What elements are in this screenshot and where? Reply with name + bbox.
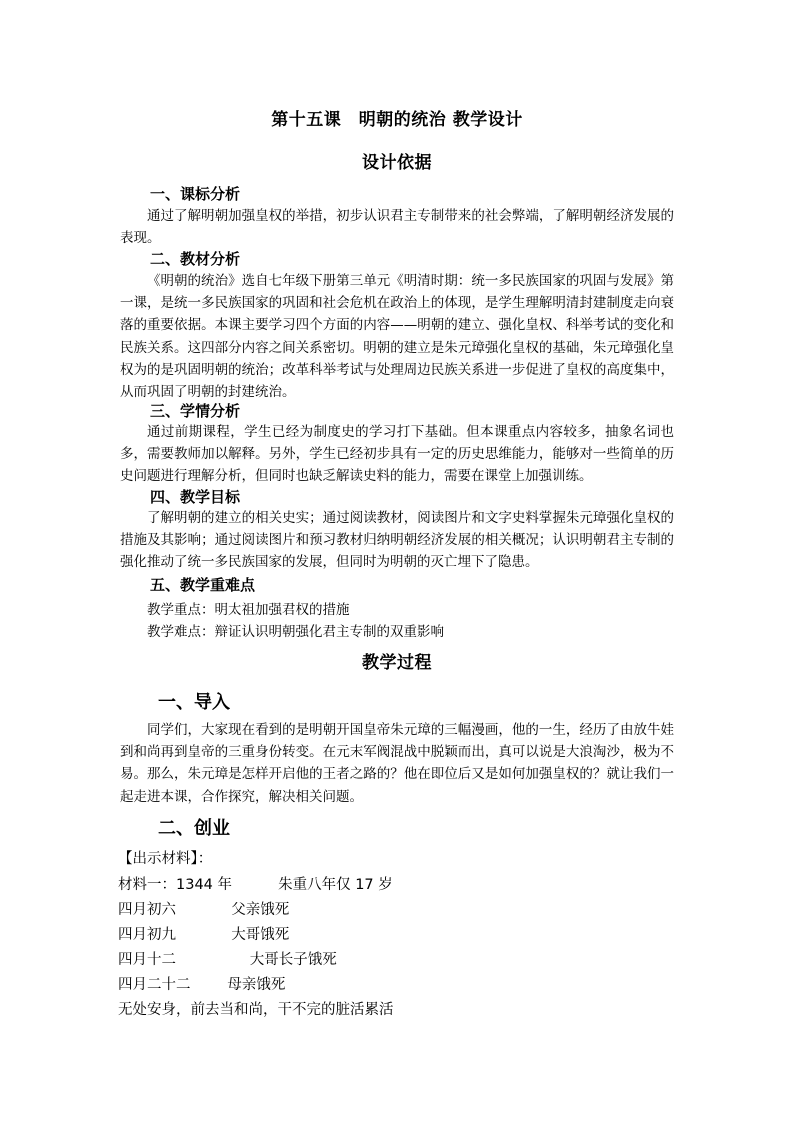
key-point-line: 教学重点：明太祖加强君权的措施 (147, 602, 350, 618)
material-line: 四月初六 父亲饿死 (118, 902, 290, 918)
paragraph-intro: 同学们，大家现在看到的是明朝开国皇帝朱元璋的三幅漫画，他的一生，经历了由放牛娃到和尚再到皇帝的三重身份转变。在元末军阀混战中脱颖而出，真可以说是大浪淘沙，极为不易。那么，朱元璋是怎样开启他的王者之路的？他在即位后又是如何加强皇权的？就让我们一起走进本课，合作探究，解决相关问题。 (120, 722, 674, 805)
material-line: 四月初九 大哥饿死 (118, 927, 290, 943)
material-line: 四月十二 大哥长子饿死 (118, 952, 337, 968)
paragraph-objectives: 了解明朝的建立的相关史实；通过阅读教材，阅读图片和文字史料掌握朱元璋强化皇权的措施及其影响；通过阅读图片和预习教材归纳明朝经济发展的相关概况；认识明朝君主专制的强化推动了统一多民族国家的发展，但同时为明朝的灭亡埋下了隐患。 (120, 510, 674, 571)
section-heading-objectives: 四、教学目标 (150, 488, 241, 506)
document-title: 第十五课 明朝的统治 教学设计 (271, 110, 523, 130)
paragraph-learners: 通过前期课程，学生已经为制度史的学习打下基础。但本课重点内容较多，抽象名词也多，需要教师加以解释。另外，学生已经初步具有一定的历史思维能力，能够对一些简单的历史问题进行理解分析，但同时也缺乏解读史料的能力，需要在课堂上加强训练。 (120, 424, 674, 485)
design-basis-heading: 设计依据 (362, 153, 432, 173)
step-heading-founding: 二、创业 (158, 818, 230, 839)
paragraph-textbook: 《明朝的统治》选自七年级下册第三单元《明清时期：统一多民族国家的巩固与发展》第一课，是统一多民族国家的巩固和社会危机在政治上的体现，是学生理解明清封建制度走向衰落的重要依据。本课主要学习四个方面的内容——明朝的建立、强化皇权、科举考试的变化和民族关系。这四部分内容之间关系密切。明朝的建立是朱元璋强化皇权的基础，朱元璋强化皇权为的是巩固明朝的统治；改革科举考试与处理周边民族关系进一步促进了皇权的高度集中，从而巩固了明朝的封建统治。 (120, 273, 674, 401)
paragraph-curriculum: 通过了解明朝加强皇权的举措，初步认识君主专制带来的社会弊端，了解明朝经济发展的表现。 (120, 208, 674, 247)
section-heading-textbook: 二、教材分析 (150, 250, 241, 268)
difficulty-line: 教学难点：辩证认识明朝强化君主专制的双重影响 (147, 624, 444, 640)
section-heading-key-points: 五、教学重难点 (150, 576, 256, 594)
material-line: 材料一：1344 年 朱重八年仅 17 岁 (118, 877, 393, 893)
section-heading-curriculum: 一、课标分析 (150, 185, 241, 203)
material-line: 四月二十二 母亲饿死 (118, 977, 286, 993)
material-label: 【出示材料】： (118, 851, 213, 867)
section-heading-learners: 三、学情分析 (150, 402, 241, 420)
step-heading-intro: 一、导入 (158, 692, 230, 713)
teaching-process-heading: 教学过程 (362, 653, 432, 673)
material-line: 无处安身，前去当和尚，干不完的脏活累活 (118, 1002, 394, 1018)
